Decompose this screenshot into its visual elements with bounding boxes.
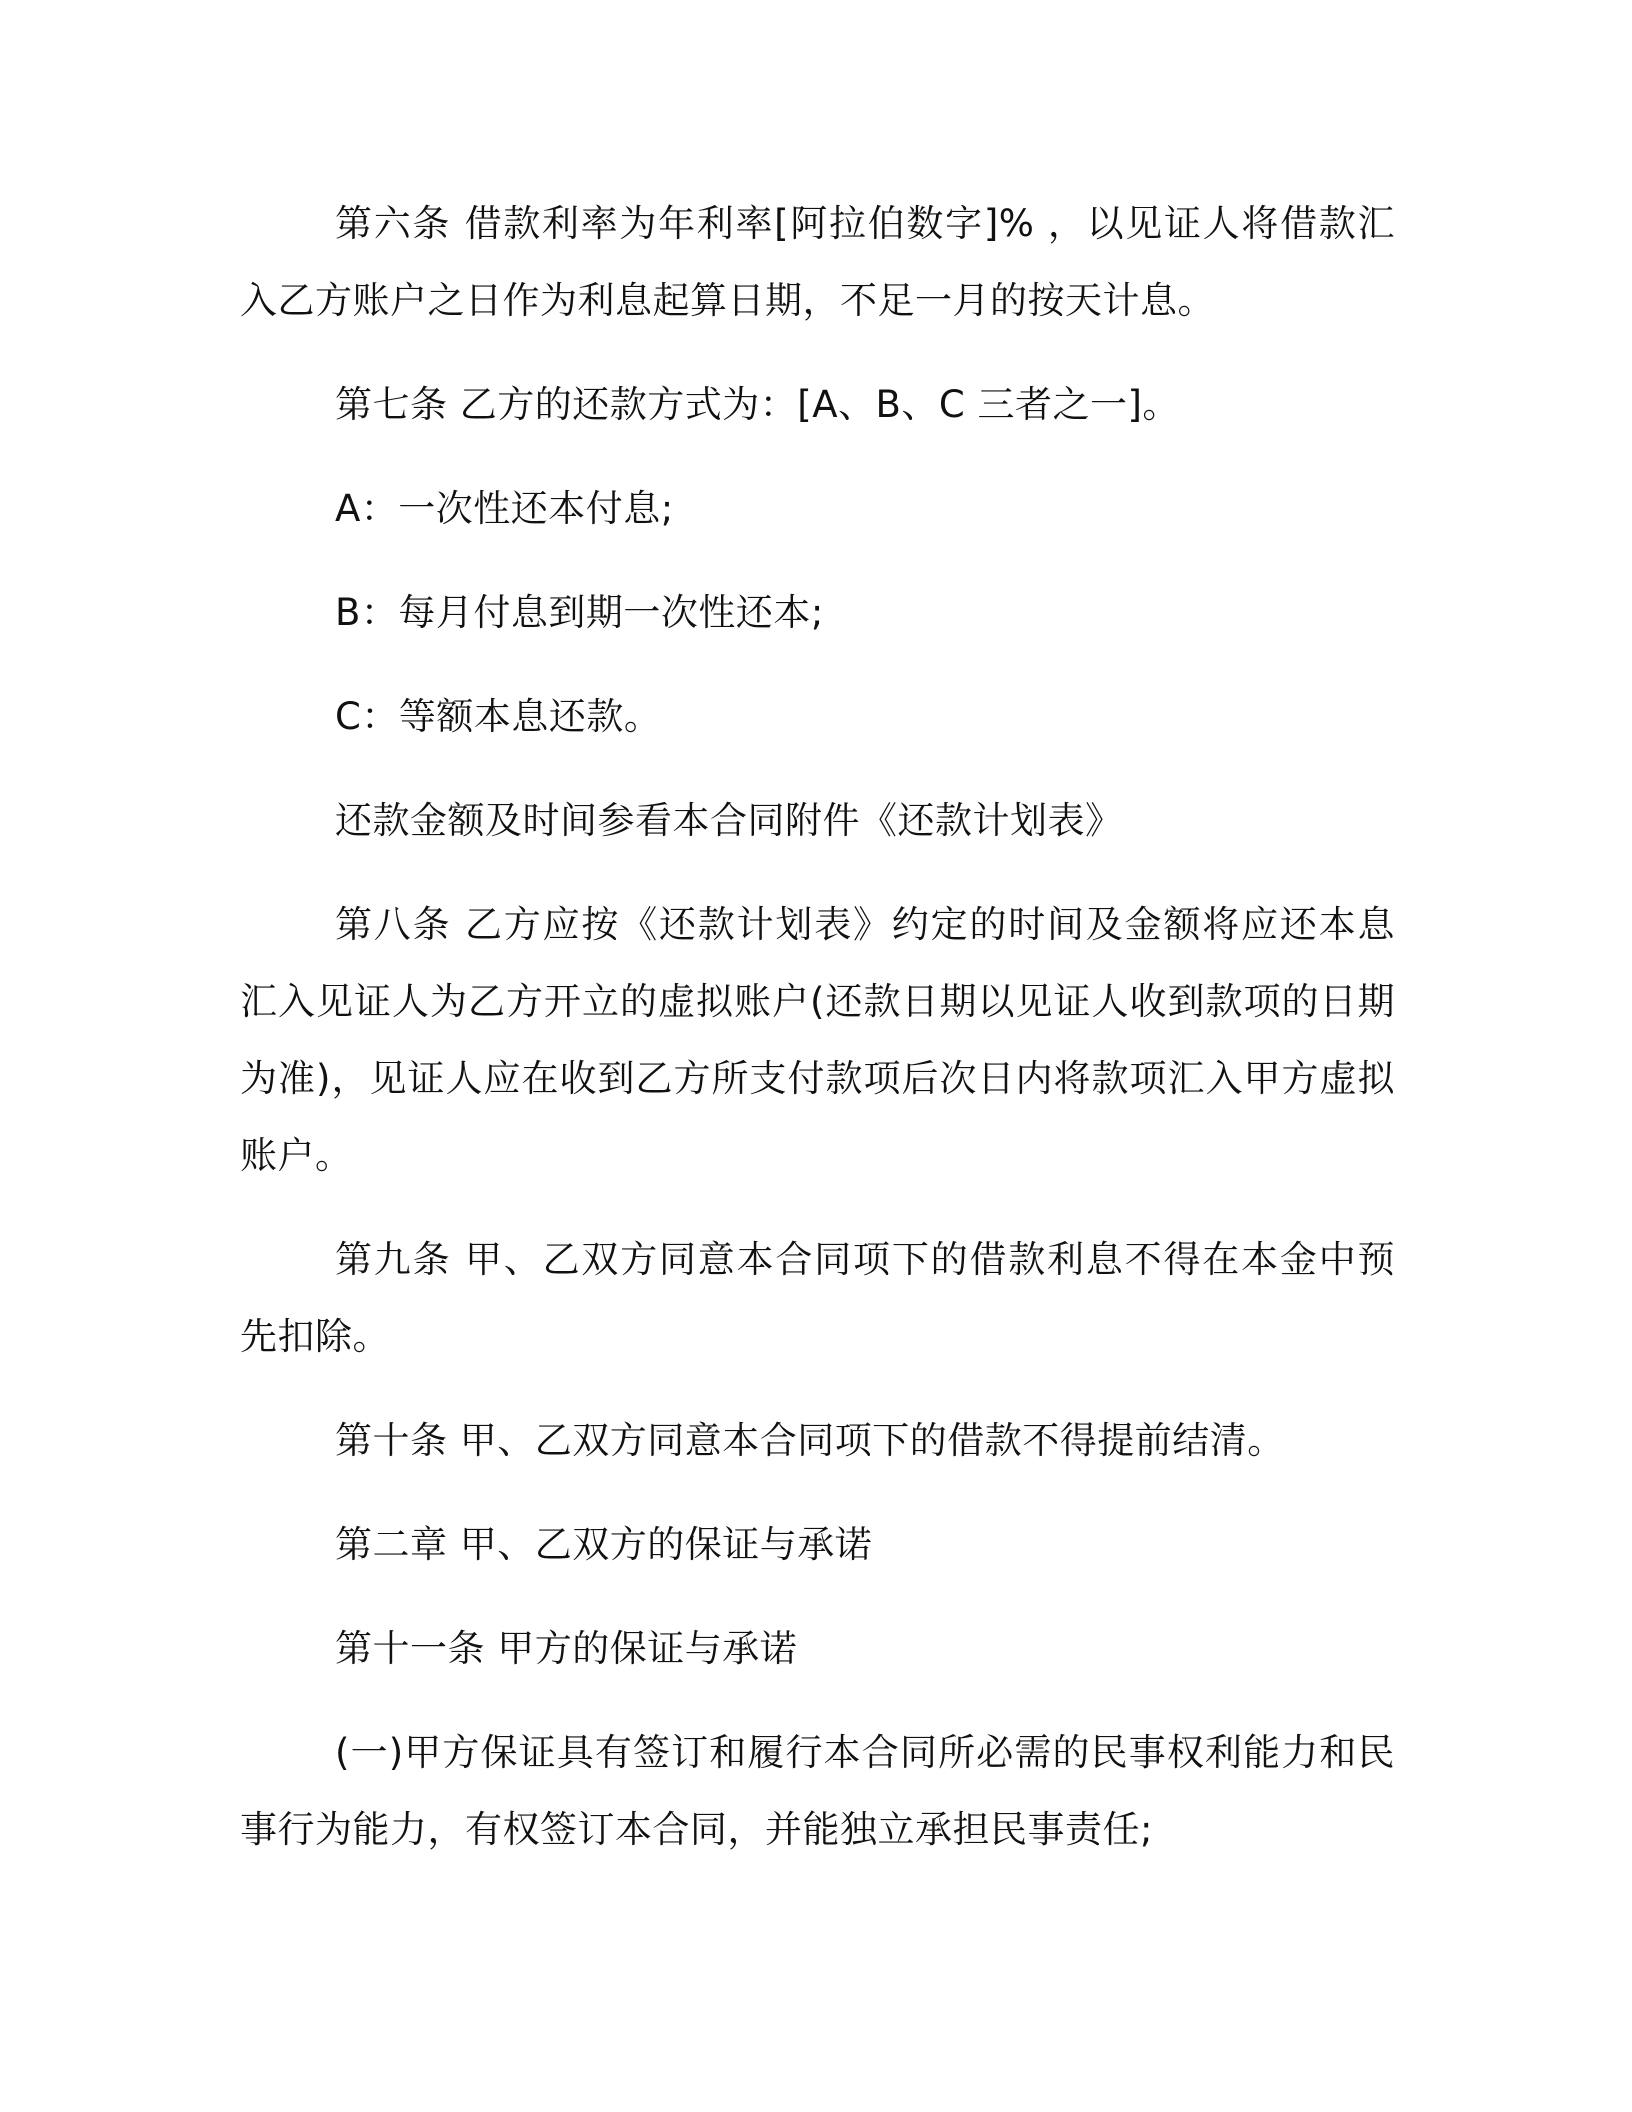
- repayment-schedule-note: 还款金额及时间参看本合同附件《还款计划表》: [335, 799, 1123, 842]
- document-page: [240, 185, 1395, 1895]
- chapter-2-heading: 第二章 甲、乙双方的保证与承诺: [335, 1523, 873, 1566]
- article-11-clause-1: (一)甲方保证具有签订和履行本合同所必需的民事权利能力和民事行为能力，有权签订本合同，并能独立承担民事责任;: [240, 1731, 1395, 1851]
- article-11-heading: 第十一条 甲方的保证与承诺: [335, 1627, 798, 1670]
- option-b-paragraph: B：每月付息到期一次性还本;: [335, 591, 824, 634]
- option-c-paragraph: C：等额本息还款。: [335, 695, 662, 738]
- article-10-paragraph: 第十条 甲、乙双方同意本合同项下的借款不得提前结清。: [335, 1419, 1285, 1462]
- article-6-paragraph: 第六条 借款利率为年利率[阿拉伯数字]% ，以见证人将借款汇入乙方账户之日作为利息起算日期，不足一月的按天计息。: [240, 202, 1395, 322]
- article-8-paragraph: 第八条 乙方应按《还款计划表》约定的时间及金额将应还本息汇入见证人为乙方开立的虚拟账户(还款日期以见证人收到款项的日期为准)，见证人应在收到乙方所支付款项后次日内将款项汇入甲方虚拟账户。: [240, 903, 1395, 1177]
- article-9-paragraph: 第九条 甲、乙双方同意本合同项下的借款利息不得在本金中预先扣除。: [240, 1238, 1395, 1358]
- option-a-paragraph: A：一次性还本付息;: [335, 487, 674, 530]
- article-7-paragraph: 第七条 乙方的还款方式为：[A、B、C 三者之一]。: [335, 383, 1180, 426]
